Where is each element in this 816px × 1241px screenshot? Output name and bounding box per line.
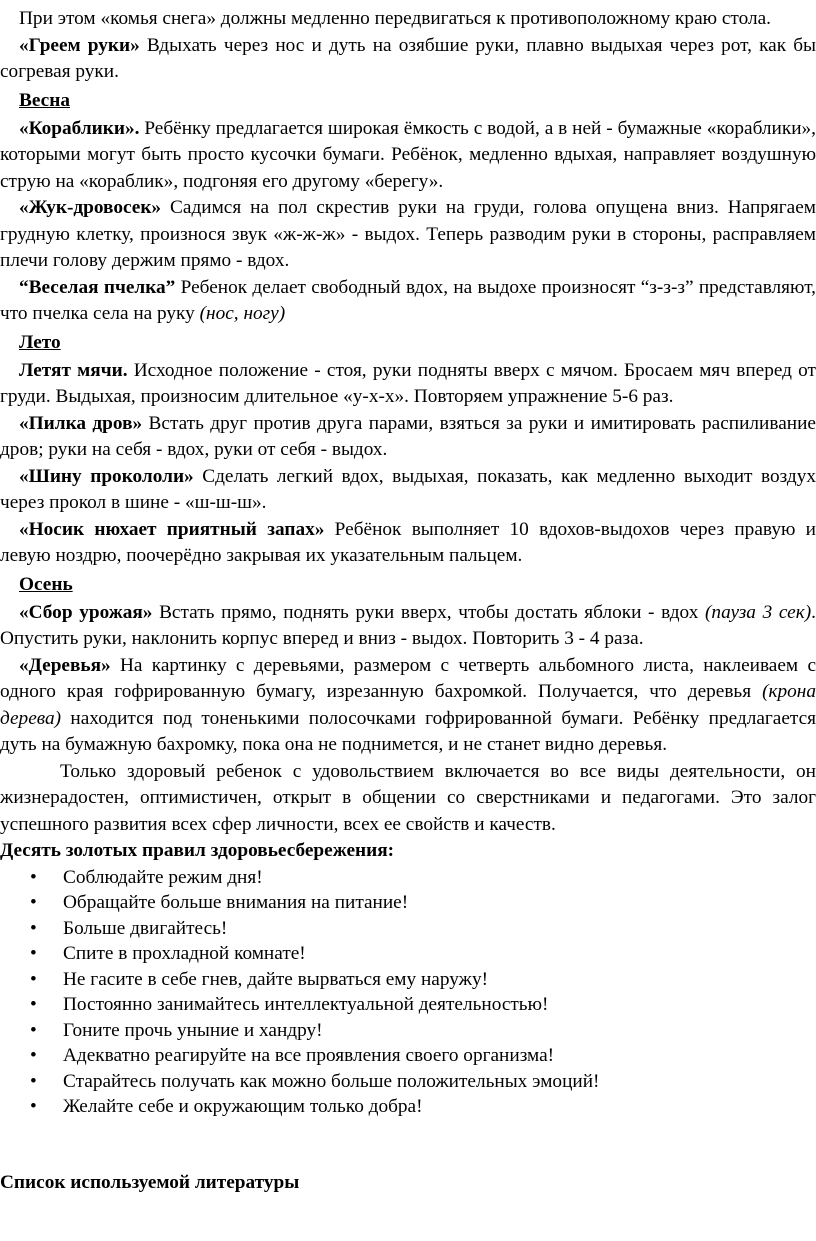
exercise-text: Встать друг против друга парами, взяться за руки и имитировать распиливание дров; руки на себя - вдох, руки от себя - выдох.	[0, 412, 816, 460]
exercise-text: Ребёнку предлагается широкая ёмкость с водой, а в ней - бумажные «кораблики», которыми могут быть просто кусочки бумаги. Ребёнок, медленно вдыхая, направляет воздушную струю на «кораблик», подгоняя его другому «берегу».	[0, 117, 816, 192]
bullet-icon: •	[30, 1096, 37, 1117]
bullet-icon: •	[30, 1045, 37, 1066]
exercise-text: Сделать легкий вдох, выдыхая, показать, как медленно выходит воздух через прокол в шине - «ш-ш-ш».	[0, 465, 816, 513]
paragraph-snow: При этом «комья снега» должны медленно передвигаться к противоположному краю стола.	[19, 8, 771, 29]
exercise-title: «Носик нюхает приятный запах»	[19, 518, 325, 540]
exercise-title: Летят мячи.	[19, 359, 128, 381]
exercise-harvest	[0, 600, 816, 653]
exercise-text: Ребенок делает свободный вдох, на выдохе произносят “з-з-з” представляют, что пчелка села на руку	[0, 276, 816, 324]
bullet-icon: •	[30, 1019, 37, 1041]
list-item	[0, 1043, 816, 1069]
exercise-title: “Веселая пчелка”	[19, 276, 176, 298]
list-item	[0, 890, 816, 916]
list-item-text: Соблюдайте режим дня!	[63, 866, 263, 888]
exercise-italic-note: (пауза 3 сек)	[705, 601, 812, 623]
exercise-text: На картинку с деревьями, размером с четверть альбомного листа, наклеиваем с одного края гофрированную бумагу, изрезанную бахромкой. Получается, что деревья	[0, 654, 816, 702]
exercise-title: «Деревья»	[19, 654, 111, 676]
list-item	[0, 865, 816, 891]
list-item	[0, 916, 816, 942]
exercise-title: «Кораблики».	[19, 117, 140, 139]
exercise-italic-note: (крона дерева)	[0, 681, 816, 729]
list-item-text: Обращайте больше внимания на питание!	[63, 892, 409, 913]
list-item	[0, 1069, 816, 1095]
exercise-title: «Пилка дров»	[19, 412, 143, 434]
exercise-text: Исходное положение - стоя, руки подняты вверх с мячом. Бросаем мяч вперед от груди. Выдыхая, произносим длительное «у-х-х». Повторяем упражнение 5-6 раз.	[0, 359, 816, 407]
list-item	[0, 967, 816, 993]
heading-spring: Весна	[19, 89, 70, 111]
paragraph-conclusion: Только здоровый ребенок с удовольствием включается во все виды деятельности, он жизнерадостен, оптимистичен, открыт в общении со сверстниками и педагогами. Это залог успешного развития всех сфер личности, всех ее свойств и качеств.	[0, 760, 816, 835]
bullet-icon: •	[30, 994, 37, 1015]
list-item	[0, 1094, 816, 1120]
list-item-text: Постоянно занимайтесь интеллектуальной деятельностью!	[63, 994, 549, 1015]
exercise-trees	[0, 653, 816, 759]
exercise-title: «Греем руки»	[19, 34, 140, 56]
list-item-text: Желайте себе и окружающим только добра!	[63, 1096, 423, 1117]
list-item-text: Не гасите в себе гнев, дайте вырваться ему наружу!	[63, 968, 489, 990]
exercise-italic-note: (нос, ногу)	[199, 303, 286, 324]
list-item	[0, 941, 816, 967]
exercise-beetle	[0, 195, 816, 275]
exercise-warm-hands	[0, 33, 816, 86]
exercise-saw	[0, 411, 816, 464]
bullet-icon: •	[30, 943, 37, 964]
exercise-text: Встать прямо, поднять руки вверх, чтобы достать яблоки - вдох	[152, 601, 706, 623]
exercise-text: Вдыхать через нос и дуть на озябшие руки, плавно выдыхая через рот, как бы согревая руки.	[0, 34, 816, 82]
exercise-nose	[0, 517, 816, 570]
rules-list	[0, 865, 816, 1120]
exercise-title: «Жук-дровосек»	[19, 197, 162, 218]
spacer	[0, 1120, 816, 1170]
exercise-text: Садимся на пол скрестив руки на груди, голова опущена вниз. Напрягаем грудную клетку, произнося звук «ж-ж-ж» - выдох. Теперь разводим руки в стороны, расправляем плечи голову держим прямо - вдох.	[0, 197, 816, 271]
literature-title: Список используемой литературы	[0, 1171, 300, 1193]
exercise-text: Ребёнок выполняет 10 вдохов-выдохов через правую и левую ноздрю, поочерёдно закрывая их указательным пальцем.	[0, 518, 816, 566]
list-item-text: Спите в прохладной комнате!	[63, 943, 306, 964]
bullet-icon: •	[30, 892, 37, 913]
exercise-text: находится под тоненькими полосочками гофрированной бумаги. Ребёнку предлагается дуть на бумажную бахромку, пока она не поднимется, и не станет видно деревья.	[0, 707, 816, 755]
exercise-title: «Шину прокололи»	[19, 465, 194, 487]
exercise-balls	[0, 358, 816, 411]
list-item-text: Старайтесь получать как можно больше положительных эмоций!	[63, 1070, 600, 1092]
heading-autumn: Осень	[19, 573, 73, 595]
list-item	[0, 1018, 816, 1044]
list-item-text: Гоните прочь уныние и хандру!	[63, 1019, 323, 1041]
exercise-tire	[0, 464, 816, 517]
bullet-icon: •	[30, 866, 37, 888]
exercise-bee	[0, 275, 816, 328]
bullet-icon: •	[30, 1070, 37, 1092]
exercise-title: «Сбор урожая»	[19, 601, 153, 623]
list-item-text: Больше двигайтесь!	[63, 917, 228, 939]
bullet-icon: •	[30, 917, 37, 939]
bullet-icon: •	[30, 968, 37, 990]
exercise-text: . Опустить руки, наклонить корпус вперед и вниз - выдох. Повторить 3 - 4 раза.	[0, 601, 816, 649]
heading-summer: Лето	[19, 331, 61, 353]
exercise-boats	[0, 116, 816, 196]
list-item-text: Адекватно реагируйте на все проявления своего организма!	[63, 1045, 555, 1066]
list-item	[0, 992, 816, 1018]
rules-title: Десять золотых правил здоровьесбережения:	[0, 840, 395, 861]
